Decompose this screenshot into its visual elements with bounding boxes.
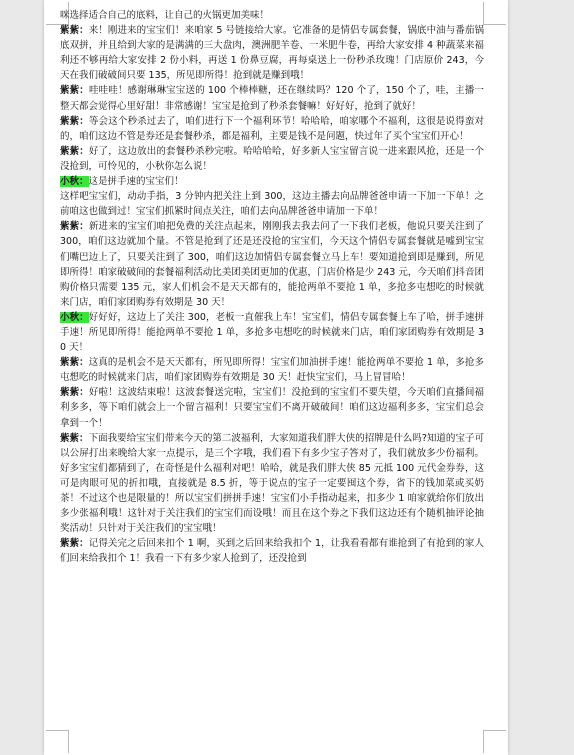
document-body (60, 8, 484, 566)
paragraph-text: 记得关完之后回来扣个 1 啊，买到之后回来给我扣个 1，让我看看都有谁抢到了有抢到的家人们回来给我扣个 1！我看一下有多少家人抢到了，还没抢到 (60, 538, 484, 565)
speaker-label: 紫紫： (60, 85, 89, 97)
paragraph-text: 等会这个秒杀过去了，咱们进行下一个福利环节！哈哈哈，咱家哪个不福利，这很是说得蛮对的，咱们这边不管是券还是套餐秒杀，都是福利，主要是钱不是问题，快过年了买个宝宝们开心！ (60, 115, 484, 142)
paragraph-text: 好啦！这波结束啦！这波套餐送完啦，宝宝们！没抢到的宝宝们不要失望，今天咱们直播间福利多多，等下咱们就会上一个留言福利！只要宝宝们不离开破破间！咱们这边福利多多，宝宝们总会拿到一个！ (60, 387, 484, 429)
paragraph (60, 83, 484, 113)
paragraph (60, 174, 484, 189)
paragraph (60, 23, 484, 83)
speaker-label: 小秋： (60, 176, 89, 188)
paragraph (60, 114, 484, 144)
speaker-label: 紫紫： (60, 387, 89, 399)
crop-mark-top-right (483, 2, 506, 25)
speaker-label: 紫紫： (60, 221, 89, 233)
paragraph (60, 431, 484, 537)
paragraph (60, 385, 484, 430)
crop-mark-bottom-left (46, 730, 69, 753)
paragraph (60, 8, 484, 23)
paragraph-text: 这样吧宝宝们，动动手指，3 分钟内把关注上到 300，这边主播去向品牌爸爸申请一下加一下单！之前咱这也做到过！宝宝们抓紧时间点关注，咱们去向品牌爸爸申请加一下单！ (60, 191, 484, 218)
speaker-label: 紫紫： (60, 432, 89, 444)
paragraph-text: 好好好，这边上了关注 300，老板一直催我上车！宝宝们，情侣专属套餐上车了哈，拼手速拼手速！所见即所得！能抢两单不要抢 1 单，多抢多屯想吃的时候就来门店，咱们家团购券有效期是 30 天！ (60, 311, 484, 354)
paragraph-text: 好了，这边放出的套餐秒杀秒完啦。哈哈哈哈，好多新人宝宝留言说一进来跟风抢，还是一个没抢到，可怜见的，小秋你怎么说！ (60, 145, 484, 172)
speaker-label: 紫紫： (60, 25, 89, 37)
speaker-label: 紫紫： (60, 115, 89, 127)
speaker-label: 紫紫： (60, 357, 89, 369)
speaker-label: 紫紫： (60, 145, 89, 157)
paragraph-text: 咪选择适合自己的底料，让自己的火锅更加美味！ (60, 10, 270, 21)
paragraph (60, 189, 484, 219)
paragraph (60, 536, 484, 566)
paragraph-text: 新进来的宝宝们咱把免费的关注点起来，刚刚我去我去问了一下我们老板，他说只要关注到了 300，咱们这边就加个量。不管是抢到了还是还没抢的宝宝们，今天这个情侣专属套餐就是嘘到宝宝们嘴巴边上了，只要关注到了 300，咱们这边加情侣专属套餐立马上车！要知道抢到即是赚到，所见即所得！咱家破破间的套餐福利活动比美团美团更加的优惠，门店价格是少 243 元，今天咱们抖音团购价格只需要 135 元，家人们机会不是天天都有的，能抢两单不要抢 1 单，多抢多屯想吃的时候就来门店，咱们家团购券有效期是 30 天！ (60, 221, 484, 308)
document-page (44, 0, 508, 755)
paragraph-text: 下面我要给宝宝们带来今天的第二波福利，大家知道我们胖大侠的招牌是什么吗?知道的宝子可以公屏打出来晚给大家一点提示，是三个字哦，我们看下有多少宝子答对了，我们就放多少份福利。好多宝宝们都猜到了，在奇怪是什么福利对吧！哈哈，就是我们胖大侠 85 元抵 100 元代金券券，这可是肉眼可见的折扣哦，直接就是 8.5 折，等于说点的宝子一定要囤这个券，省下的钱加菜或买奶茶！不过这个也是限量的！所以宝宝们拼拼手速！宝宝们小手指动起来，扣多少 1 咱家就给你们放出多少张福利哦！这针对于关注我们的宝宝们而设哦！而且在这个券之下我们这边还有个随机抽评论抽奖活动！只针对于关注我们的宝宝哦！ (60, 432, 484, 535)
paragraph-text: 来！刚进来的宝宝们！来咱家 5 号链接给大家。它准备的是情侣专属套餐，锅底中油与番茄锅底双拼，并且给到大家的是满满的三大盘肉，澳洲肥羊卷、一米肥牛卷，再给大家安排 4 种蔬菜来福利还不够再给大家安排 2 份小料，再送 1 份鼻豆腐，再每桌送上一份秒杀玫瑰！门店原价 243，今天在我们破破间只要 135，所见即所得！抢到就是赚到哦！ (60, 25, 484, 82)
paragraph (60, 355, 484, 385)
paragraph (60, 144, 484, 174)
paragraph (60, 310, 484, 355)
paragraph-text: 哇哇哇！感谢琳琳宝宝送的 100 个棒棒糖，还在继续吗？120 个了，150 个了，哇，主播一整天都会觉得心里好甜！非常感谢！宝宝是抢到了秒杀套餐嘛！好好好，抢到了就好！ (60, 85, 484, 112)
crop-mark-bottom-right (483, 730, 506, 753)
paragraph (60, 219, 484, 310)
paragraph-text: 这是拼手速的宝宝们！ (88, 176, 184, 188)
speaker-label: 小秋： (60, 311, 89, 323)
speaker-label: 紫紫： (60, 538, 89, 550)
paragraph-text: 这真的是机会不是天天都有，所见即所得！宝宝们加油拼手速！能抢两单不要抢 1 单，多抢多屯想吃的时候就来门店，咱们家团购券有效期是 30 天！赶快宝宝们，马上冒冒哈！ (60, 357, 484, 384)
